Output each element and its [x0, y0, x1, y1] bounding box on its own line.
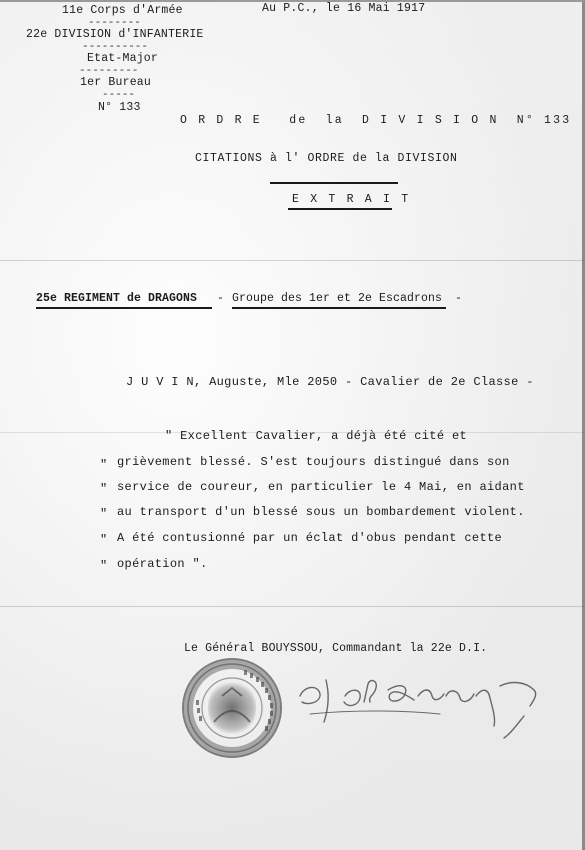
soldier-line: J U V I N, Auguste, Mle 2050 - Cavalier de 2e Classe -	[126, 375, 534, 389]
etat-major-label: Etat-Major	[87, 52, 159, 65]
handwritten-signature	[290, 666, 560, 746]
extract-underline	[288, 208, 392, 210]
citation-line-6: opération ".	[117, 557, 208, 571]
quote-mark: "	[100, 482, 108, 496]
place-date: Au P.C., le 16 Mai 1917	[262, 2, 426, 15]
corps-label: 11e Corps d'Armée	[62, 4, 183, 17]
regiment-name: 25e REGIMENT de DRAGONS	[36, 292, 198, 305]
paper-crease	[0, 260, 585, 261]
title-underline	[270, 182, 398, 184]
extract-title: E X T R A I T	[292, 193, 411, 206]
quote-mark: "	[100, 559, 108, 573]
signature-line: Le Général BOUYSSOU, Commandant la 22e D.I.	[184, 642, 488, 655]
regiment-group: Groupe des 1er et 2e Escadrons	[232, 292, 443, 305]
citation-line-5: A été contusionné par un éclat d'obus pendant cette	[117, 531, 503, 545]
citation-line-4: au transport d'un blessé sous un bombardement violent.	[117, 505, 525, 519]
citation-line-1: " Excellent Cavalier, a déjà été cité et	[165, 429, 468, 443]
order-title: O R D R E de la D I V I S I O N N° 133	[180, 114, 572, 127]
group-underline	[232, 307, 446, 309]
stamp-ring-icon	[184, 660, 280, 756]
citations-title: CITATIONS à l' ORDRE de la DIVISION	[195, 152, 458, 165]
paper-crease	[0, 606, 585, 607]
document-number: N° 133	[98, 101, 141, 114]
citation-line-2: grièvement blessé. S'est toujours distingué dans son	[117, 455, 510, 469]
citation-line-3: service de coureur, en particulier le 4 Mai, en aidant	[117, 480, 525, 494]
bureau-label: 1er Bureau	[80, 76, 152, 89]
separator: ---------	[79, 65, 139, 77]
quote-mark: "	[100, 533, 108, 547]
regiment-trailing-dash: -	[455, 292, 463, 305]
separator: -----	[102, 89, 136, 101]
regiment-dash: -	[217, 292, 225, 305]
division-stamp	[182, 658, 282, 758]
division-label: 22e DIVISION d'INFANTERIE	[26, 28, 204, 41]
separator: ----------	[82, 41, 149, 53]
separator: --------	[88, 17, 141, 29]
regiment-underline	[36, 307, 212, 309]
quote-mark: "	[100, 507, 108, 521]
quote-mark: "	[100, 458, 108, 472]
